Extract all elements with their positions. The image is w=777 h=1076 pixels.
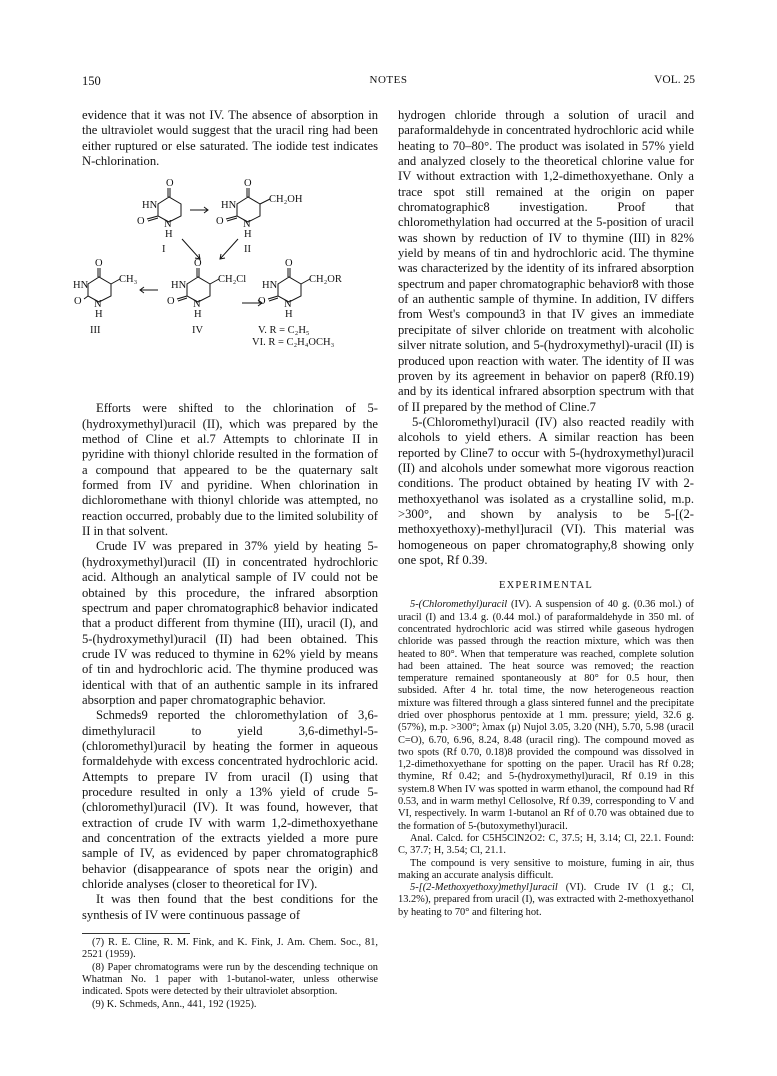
scheme-substituent: CH₂OH [269, 194, 303, 206]
page-number: 150 [82, 74, 101, 88]
right-column [398, 108, 694, 919]
scheme-atom-label: HN [73, 280, 89, 292]
scheme-substituent: CH₂OR [309, 274, 342, 286]
scheme-substituent: CH₂Cl [218, 274, 247, 286]
scheme-atom-label: O [167, 296, 175, 308]
scheme-atom-label: H [285, 309, 293, 321]
experimental-paragraph: The compound is very sensitive to moisture, fuming in air, thus making an accurate analysis difficult. [398, 857, 694, 881]
compound-label-II: II [244, 244, 251, 256]
compound-heading: 5-[(2-Methoxyethoxy)methyl]uracil [410, 882, 558, 894]
scheme-atom-label: N [193, 299, 201, 311]
footnote: (8) Paper chromatograms were run by the descending technique on Whatman No. 1 paper with 1-butanol-water, unless otherwise indicated. Spots were detected by their ultraviolet absorption. [82, 961, 378, 998]
paragraph: 5-(Chloromethyl)uracil (IV) also reacted readily with alcohols to yield ethers. A similar reaction has been reported by Cline7 to occur with 5-(hydroxymethyl)uracil (II) and alcohols under somewhat more vigorous reaction conditions. The product obtained by heating IV with 2-methoxyethanol was isolated as a crystalline solid, m.p. >300°, and shown by analysis to be 5-[(2-methoxyethoxy)-methyl]uracil (VI). This material was homogeneous on paper chromatography,8 showing only one spot, Rf 0.39. [398, 414, 694, 567]
compound-label-IV: IV [192, 325, 204, 337]
scheme-atom-label: H [95, 309, 103, 321]
scheme-atom-label: O [216, 216, 224, 228]
scheme-atom-label: N [94, 299, 102, 311]
experimental-paragraph [398, 882, 694, 919]
scheme-substituent: CH₃ [119, 274, 138, 286]
scheme-atom-label: H [194, 309, 202, 321]
compound-label-I: I [162, 244, 166, 256]
scheme-atom-label: N [243, 219, 251, 231]
footnote: (9) K. Schmeds, Ann., 441, 192 (1925). [92, 998, 257, 1010]
analysis-paragraph: Anal. Calcd. for C5H5ClN2O2: C, 37.5; H, 3.14; Cl, 22.1. Found: C, 37.7; H, 3.54; Cl, 21.1. [398, 832, 694, 857]
experimental-text: (IV). A suspension of 40 g. (0.36 mol.) of uracil (I) and 13.4 g. (0.44 mol.) of paraformaldehyde in 350 ml. of concentrated hydrochloric acid was stirred while gaseous hydrogen chloride was passed through the reaction mixture, which was then heated to 80°. When that temperature was reached, complete solution had been attained. The heat source was removed; the reaction temperature remained spontaneously at 80° for 0.5 hour, then subsided. After 4 hr. total time, the now heterogeneous reaction mixture was filtered through a glass sintered funnel and the precipitate dried over phosphorus pentoxide at 1 mm. pressure; yield, 32.6 g. (57%), m.p. >300°; λmax (μ) Nujol 3.05, 3.20 (NH), 5.70, 5.98 (uracil C=O), 6.70, 6.96, 8.24, 8.48 (uracil ring). The compound moved as two spots (Rf 0.70, 0.18)8 provided the compound was dissolved in 1,2-dimethoxyethane for spotting on the paper. Uracil has Rf 0.28; thymine, Rf 0.42; and 5-(hydroxymethyl)uracil, Rf 0.19 in this system.8 When IV was spotted in warm ethanol, the compound had Rf 0.53, and in warm methyl Cellosolve, Rf 0.39, corresponding to V and VI, respectively. In warm 1-butanol an Rf of 0.70 was obtained due to the formation of 5-(butoxymethyl)uracil. [398, 599, 694, 832]
reaction-scheme-drawing [73, 175, 378, 397]
scheme-atom-label: HN [142, 200, 158, 212]
section-heading: EXPERIMENTAL [498, 580, 594, 592]
footnote-rule [82, 933, 190, 934]
scheme-atom-label: HN [221, 200, 237, 212]
page-header [82, 74, 695, 90]
scheme-atom-label: HN [171, 280, 187, 292]
scheme-atom-label: H [244, 229, 252, 241]
running-title: NOTES [369, 74, 408, 86]
paragraph: evidence that it was not IV. The absence of absorption in the ultraviolet would suggest that the uracil ring had been either ruptured or else saturated. The iodide test indicates N-chlorination. [82, 108, 378, 169]
paragraph: hydrogen chloride through a solution of uracil and paraformaldehyde in concentrated hydrochloric acid while heating to 70–80°. The product was isolated in 57% yield and analyzed closely to the theoretical chlorine value for IV without extraction with 1,2-dimethoxyethane. Only a trace spot still remained at the origin on paper chromatographic8 investigation. Proof that chloromethylation had occurred at the 5-position of uracil was shown by reduction of IV to thymine (III) in 82% yield by means of tin and hydrochloric acid. The thymine was characterized by the identity of its infrared absorption spectrum and paper chromatographic behavior8 with those of an authentic sample of thymine. In addition, IV differs from West's compound3 in that IV gives an immediate precipitate of silver chloride on treatment with alcoholic silver nitrate solution, and 5-(hydroxymethyl)-uracil (II) is produced upon reaction with water. The identity of II was proven by its agreement in behavior on paper8 (Rf0.19) and by its identical infrared absorption spectrum with that of II prepared by the method of Cline.7 [398, 108, 694, 414]
footnote: (7) R. E. Cline, R. M. Fink, and K. Fink, J. Am. Chem. Soc., 81, 2521 (1959). [82, 937, 378, 961]
scheme-atom-label: O [74, 296, 82, 308]
scheme-atom-label: N [284, 299, 292, 311]
scheme-atom-label: O [258, 296, 266, 308]
volume-label: VOL. 25 [654, 74, 695, 86]
paragraph: Schmeds9 reported the chloromethylation of 3,6-dimethyluracil to yield 3,6-dimethyl-5-(chloromethyl)uracil by heating the former in aqueous formaldehyde with excess concentrated hydrochloric acid. Attempts to prepare IV from uracil (I) using that procedure resulted in only a 13% yield of crude 5-(chloromethyl)uracil (IV). It was found, however, that extraction of crude IV with warm 1,2-dimethoxyethane and concentration of the extracts yielded a more pure sample of IV, as evidenced by paper chromatographic8 behavior (disappearance of spots near the origin) and chloride analyses (closer to theoretical for IV). [82, 708, 378, 892]
compound-label-V: V. R = C₂H₅ [258, 325, 310, 337]
scheme-atom-label: O [244, 178, 252, 190]
scheme-atom-label: O [166, 178, 174, 190]
experimental-paragraph [398, 599, 694, 833]
scheme-atom-label: HN [262, 280, 278, 292]
compound-label-VI: VI. R = C₂H₄OCH₃ [252, 337, 335, 349]
scheme-atom-label: H [165, 229, 173, 241]
experimental-text: (VI). Crude IV (1 g.; Cl, 13.2%), prepared from uracil (I), was extracted with 2-methoxyethanol by heating to 70° and filtering hot. [398, 882, 694, 918]
scheme-atom-label: O [194, 258, 202, 270]
compound-label-III: III [90, 325, 101, 337]
paragraph: Efforts were shifted to the chlorination of 5-(hydroxymethyl)uracil (II), which was prepared by the method of Cline et al.7 Attempts to chlorinate II in pyridine with thionyl chloride resulted in the formation of a compound that appeared to be the quaternary salt formed from IV and pyridine. When chlorination in dichloromethane with thionyl chloride was attempted, no reaction occurred, probably due to the limited solubility of II in that solvent. [82, 401, 378, 539]
scheme-atom-label: O [285, 258, 293, 270]
paragraph: Crude IV was prepared in 37% yield by heating 5-(hydroxymethyl)uracil (II) in concentrated hydrochloric acid. Although an analytical sample of IV could not be obtained by this procedure, the infrared absorption spectrum and paper chromatographic8 behavior indicated that a product different from thymine (III), uracil (I), and 5-(hydroxymethyl)uracil (II) had been obtained. This crude IV was reduced to thymine in 62% yield by means of tin and hydrochloric acid. The thymine produced was identical with that of an authentic sample in its infrared absorption and paper chromatographic behavior. [82, 539, 378, 707]
paragraph: It was then found that the best conditions for the synthesis of IV were continuous passage of [82, 892, 378, 922]
scheme-atom-label: O [137, 216, 145, 228]
reaction-scheme [73, 175, 378, 397]
scheme-atom-label: N [164, 219, 172, 231]
compound-heading: 5-(Chloromethyl)uracil [410, 599, 508, 611]
scheme-atom-label: O [95, 258, 103, 270]
left-column [73, 108, 378, 1011]
